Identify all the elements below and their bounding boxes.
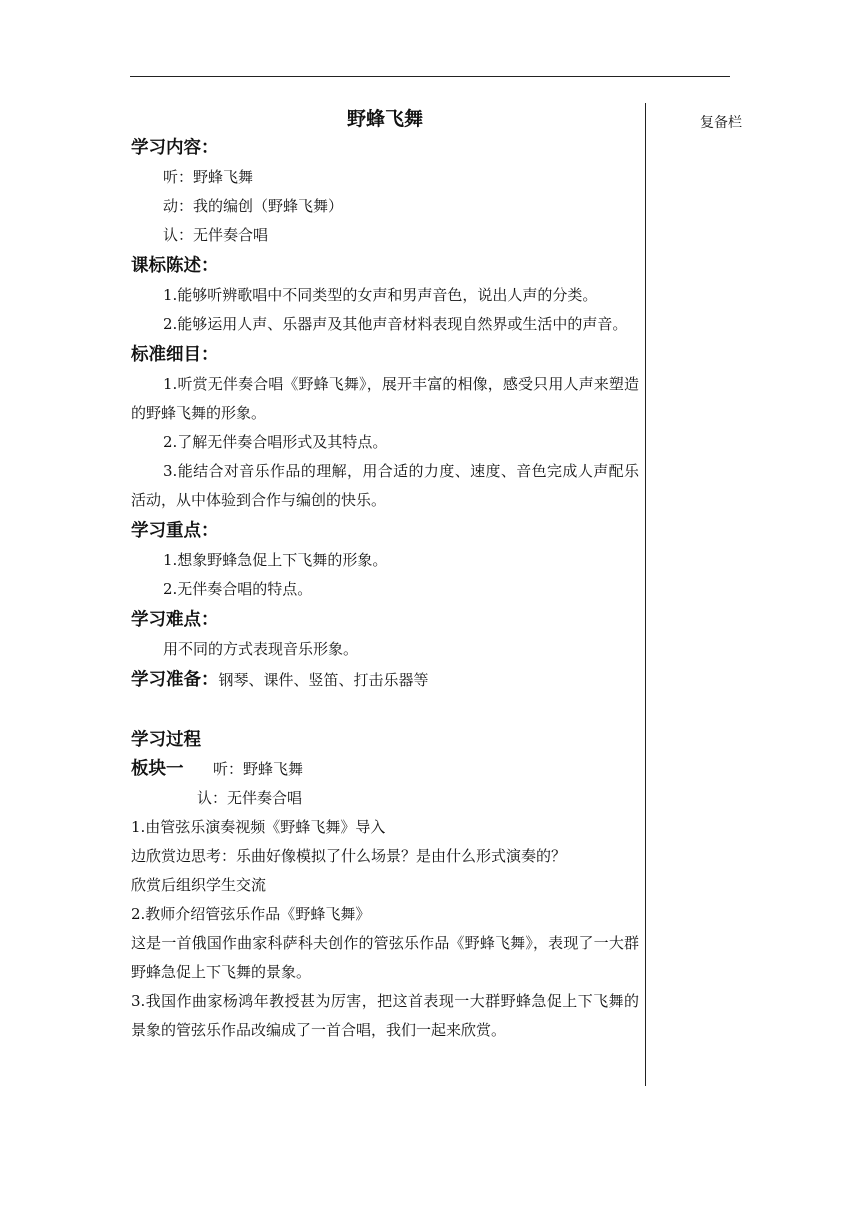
details-heading: 标准细目： bbox=[131, 345, 219, 365]
page-title: 野蜂飞舞 bbox=[346, 108, 423, 130]
content-item: 动：我的编创（野蜂飞舞） bbox=[163, 197, 344, 215]
process-line: 3.我国作曲家杨鸿年教授甚为厉害，把这首表现一大群野蜂急促上下飞舞的景象的管弦乐作品改编成了一首合唱，我们一起来欣赏。 bbox=[131, 992, 639, 1039]
content-item: 认：无伴奏合唱 bbox=[163, 226, 269, 244]
block1-line bbox=[131, 755, 639, 784]
prep-line bbox=[131, 666, 639, 695]
block1-listen: 听：野蜂飞舞 bbox=[213, 760, 304, 778]
side-column-label: 复备栏 bbox=[700, 115, 742, 131]
key-point: 1.想象野蜂急促上下飞舞的形象。 bbox=[163, 551, 388, 569]
block1-recognize: 认：无伴奏合唱 bbox=[197, 789, 303, 807]
process-line: 2.教师介绍管弦乐作品《野蜂飞舞》 bbox=[131, 905, 371, 923]
standard-item: 1.能够听辨歌唱中不同类型的女声和男声音色，说出人声的分类。 bbox=[163, 286, 598, 304]
key-heading: 学习重点： bbox=[131, 521, 219, 541]
spacer bbox=[131, 695, 639, 724]
content-item: 听：野蜂飞舞 bbox=[163, 168, 254, 186]
detail-item: 2.了解无伴奏合唱形式及其特点。 bbox=[163, 433, 388, 451]
process-line: 边欣赏边思考：乐曲好像模拟了什么场景？是由什么形式演奏的？ bbox=[131, 847, 567, 865]
process-heading: 学习过程 bbox=[131, 730, 201, 750]
block1-label: 板块一 bbox=[131, 759, 184, 779]
standards-heading: 课标陈述： bbox=[131, 256, 219, 276]
lesson-plan-body bbox=[131, 104, 639, 1045]
difficulty-text: 用不同的方式表现音乐形象。 bbox=[163, 640, 359, 658]
detail-item: 3.能结合对音乐作品的理解，用合适的力度、速度、音色完成人声配乐活动，从中体验到合作与编创的快乐。 bbox=[131, 462, 639, 509]
key-point: 2.无伴奏合唱的特点。 bbox=[163, 580, 313, 598]
prep-heading: 学习准备： bbox=[131, 670, 219, 690]
prep-text: 钢琴、课件、竖笛、打击乐器等 bbox=[218, 671, 429, 689]
difficulty-heading: 学习难点： bbox=[131, 610, 219, 630]
standard-item: 2.能够运用人声、乐器声及其他声音材料表现自然界或生活中的声音。 bbox=[163, 315, 628, 333]
content-heading: 学习内容： bbox=[131, 138, 219, 158]
column-divider bbox=[645, 103, 646, 1086]
process-line: 欣赏后组织学生交流 bbox=[131, 876, 267, 894]
process-line: 1.由管弦乐演奏视频《野蜂飞舞》导入 bbox=[131, 818, 386, 836]
process-line: 这是一首俄国作曲家科萨科夫创作的管弦乐作品《野蜂飞舞》，表现了一大群野蜂急促上下飞舞的景象。 bbox=[131, 934, 639, 981]
detail-item: 1.听赏无伴奏合唱《野蜂飞舞》，展开丰富的相像，感受只用人声来塑造的野蜂飞舞的形象。 bbox=[131, 375, 639, 422]
top-rule bbox=[130, 76, 730, 77]
